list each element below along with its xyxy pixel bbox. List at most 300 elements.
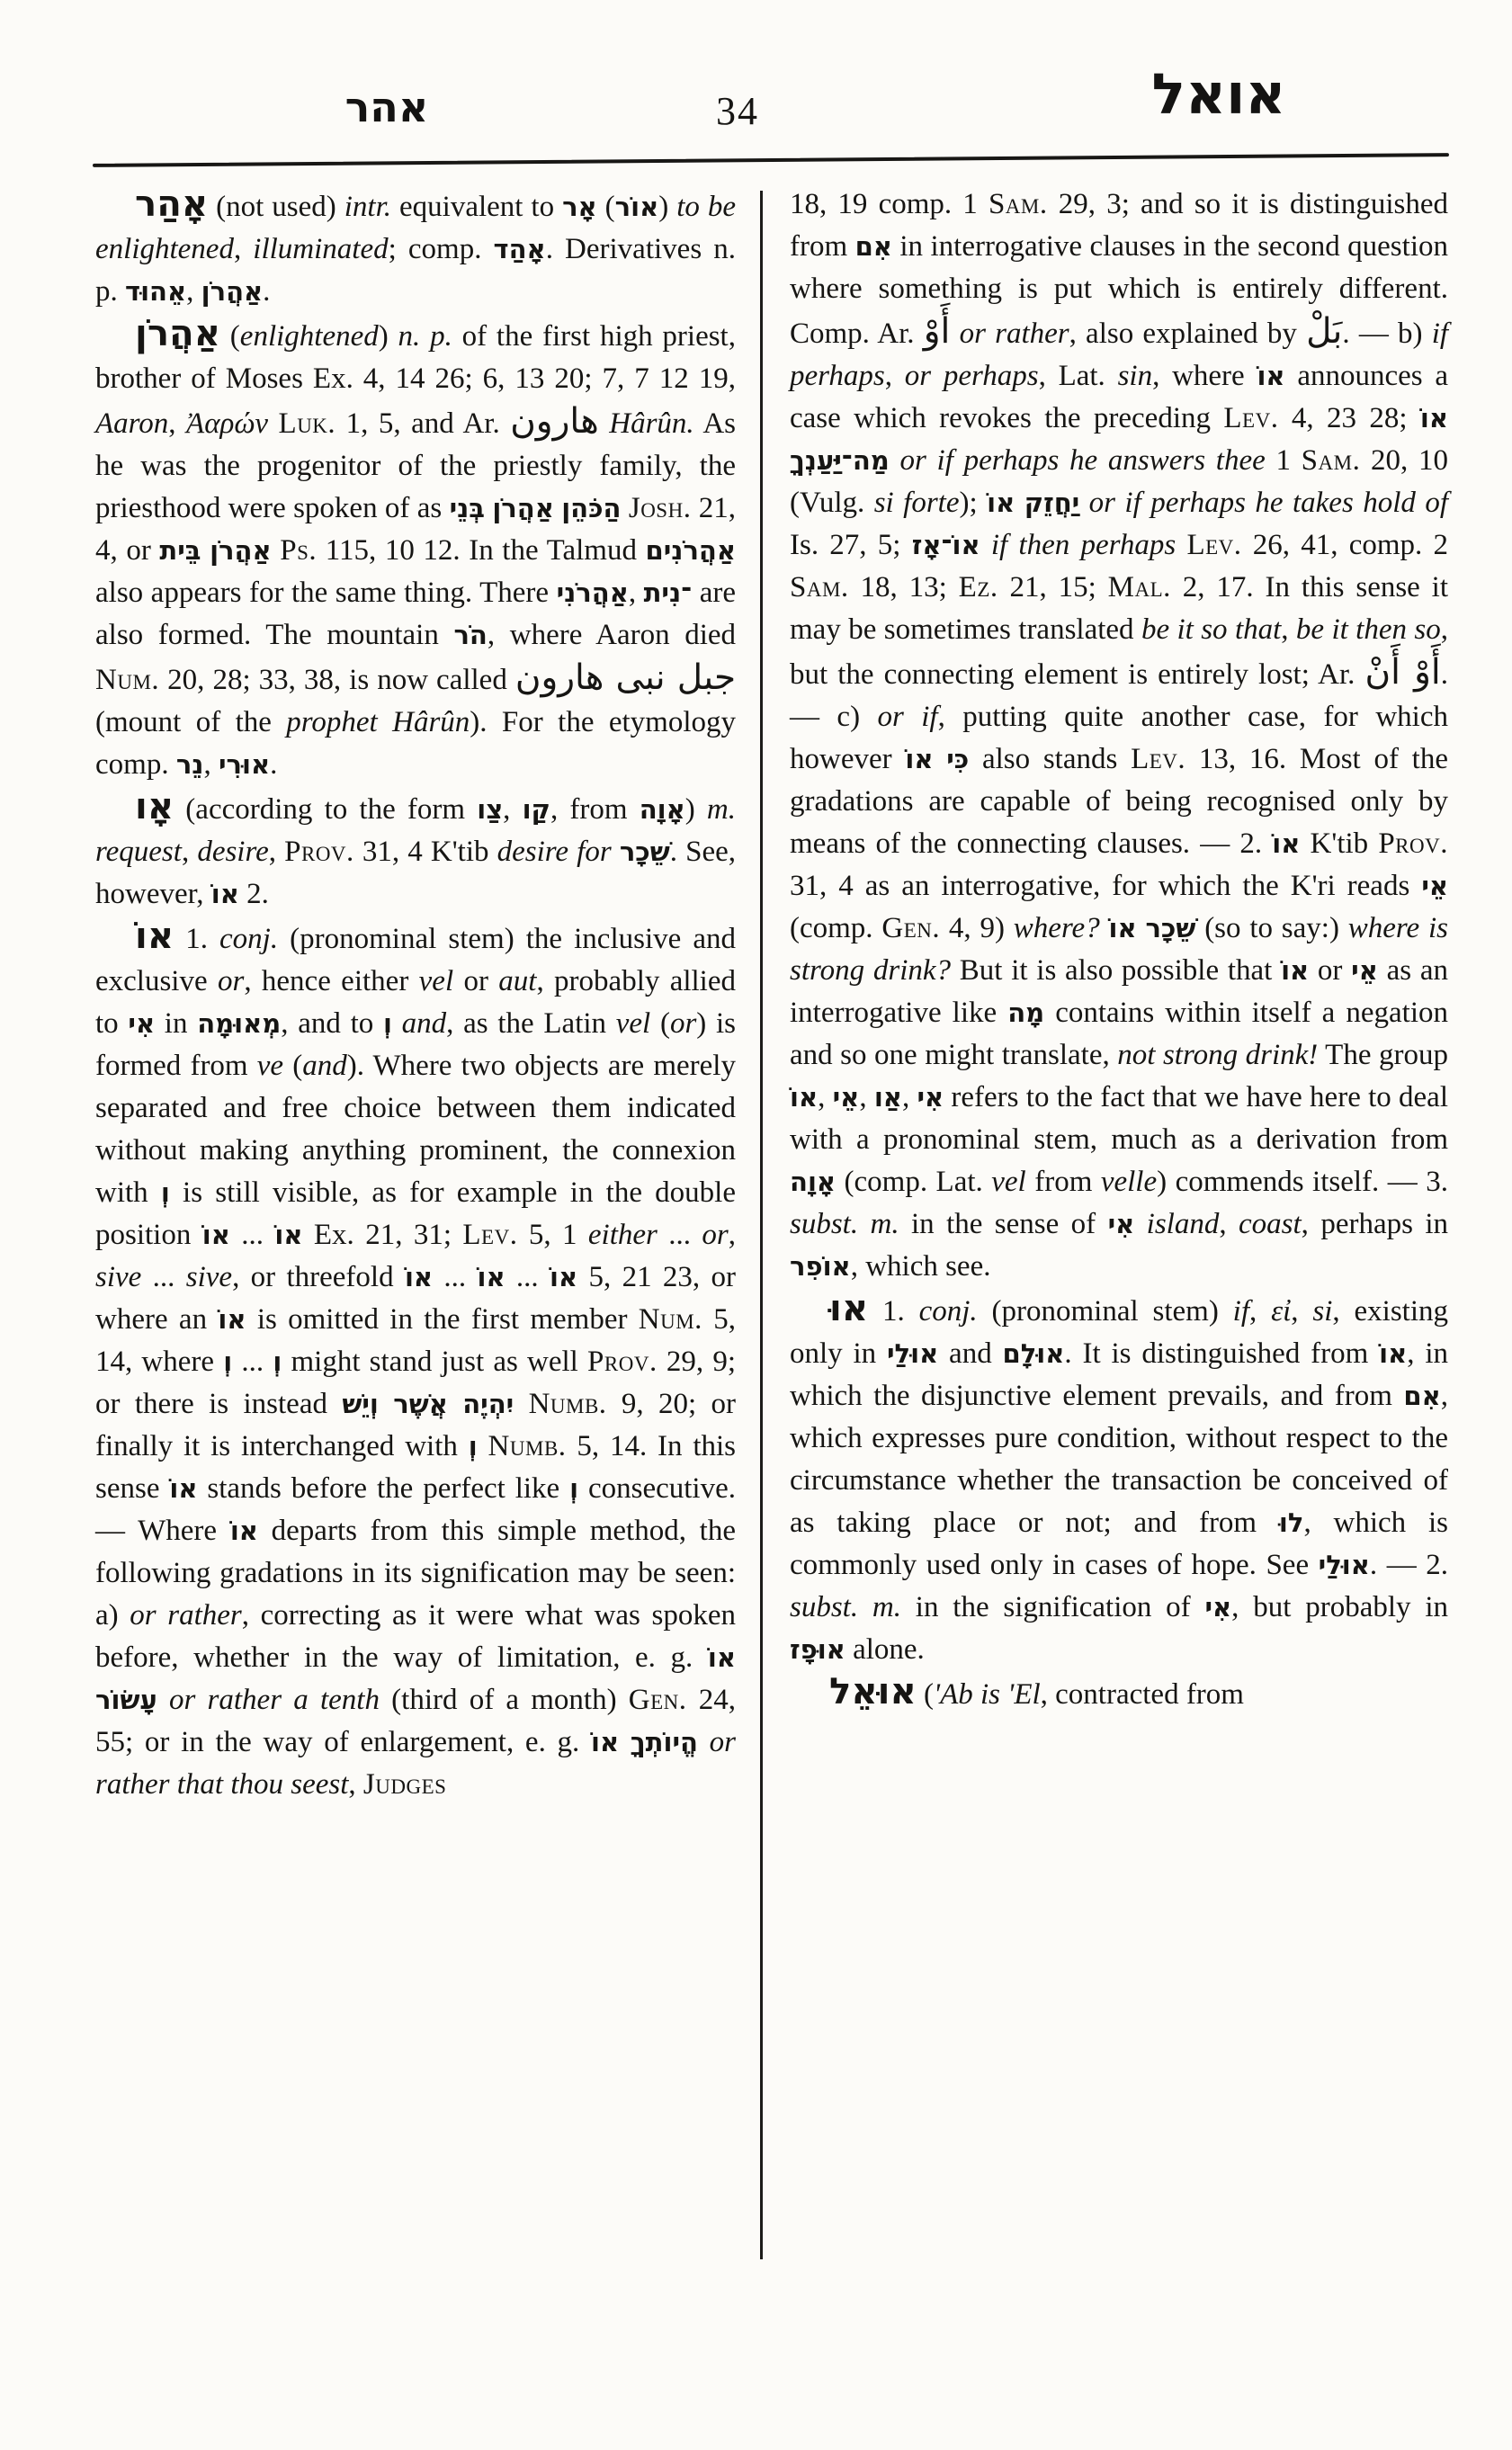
text-run: , contracted from: [1040, 1678, 1244, 1711]
text-run: ,: [181, 836, 198, 868]
hebrew-word: מְאוּמָה: [197, 1008, 282, 1039]
text-run: 1: [1265, 444, 1302, 477]
hebrew-word: אֲשֶׁר: [393, 1389, 448, 1419]
italic-text-run: conj.: [918, 1295, 978, 1328]
text-run: (so to say:): [1195, 912, 1348, 944]
hebrew-word: אֵי: [1421, 871, 1448, 901]
italic-text-run: si forte: [873, 487, 960, 519]
text-run: [201, 534, 210, 567]
text-run: [1176, 529, 1186, 561]
hebrew-word: מַה־יַּעַנְךָ: [790, 445, 890, 476]
text-run: [698, 1726, 710, 1758]
text-run: ,: [1291, 1295, 1313, 1328]
hebrew-word: אַו: [873, 1082, 902, 1113]
smallcaps-reference: Josh.: [628, 492, 692, 524]
right-column: [790, 183, 1448, 1716]
hebrew-word: אוֹ: [987, 487, 1015, 518]
italic-text-run: subst. m.: [790, 1208, 899, 1240]
hebrew-word: אוּלַי: [887, 1338, 939, 1369]
smallcaps-reference: Num.: [638, 1303, 702, 1336]
italic-text-run: or rather: [959, 317, 1069, 350]
dictionary-paragraph: [95, 786, 736, 916]
hebrew-word: אוּרִי: [218, 749, 271, 780]
text-run: [619, 1726, 631, 1758]
italic-text-run: Hârûn.: [609, 407, 694, 440]
arabic-phrase: أَوْ أَنْ: [1364, 652, 1441, 693]
hebrew-word: וְ: [569, 1473, 579, 1504]
hebrew-word: בֵּית: [159, 535, 201, 566]
text-run: , Lat.: [1038, 360, 1118, 392]
text-run: (: [916, 1678, 935, 1711]
hebrew-word: אָוָה: [639, 794, 685, 825]
text-run: ). For the etymology comp.: [95, 706, 736, 781]
smallcaps-reference: Prov.: [284, 836, 354, 868]
hebrew-word: אוּלַי: [1318, 1550, 1370, 1580]
text-run: , correcting as it were what was spoken before, whether in the way of limitation, e. g.: [95, 1599, 737, 1674]
italic-text-run: vel: [615, 1007, 651, 1040]
text-run: , from: [550, 793, 640, 826]
text-run: in the sense of: [899, 1208, 1108, 1240]
text-run: But it is also possible that: [951, 954, 1282, 987]
text-run: [890, 444, 900, 477]
italic-text-run: if: [1232, 1295, 1250, 1328]
smallcaps-reference: Sam.: [790, 571, 849, 604]
italic-text-run: desire for: [497, 836, 612, 868]
text-run: (according to the form: [174, 793, 478, 826]
text-run: , probably allied to: [95, 965, 737, 1040]
italic-text-run: subst. m.: [790, 1591, 901, 1623]
text-run: is still visible, as for example in the double position: [95, 1176, 736, 1251]
italic-text-run: or rather a tenth: [168, 1684, 380, 1716]
hebrew-word: אוֹ: [210, 879, 239, 909]
italic-text-run: not strong drink!: [1117, 1039, 1319, 1071]
text-run: (mount of the: [95, 706, 287, 738]
dictionary-paragraph: [790, 183, 1448, 1288]
smallcaps-reference: Lev.: [462, 1219, 518, 1251]
italic-text-run: or rather that thou seest: [95, 1726, 737, 1801]
text-run: [448, 1388, 462, 1420]
smallcaps-reference: Prov.: [1378, 827, 1448, 860]
italic-text-run: desire: [197, 836, 269, 868]
text-run: [1134, 1208, 1146, 1240]
hebrew-word: וְ: [223, 1346, 233, 1377]
text-run: ,: [186, 275, 201, 308]
text-run: (pronominal stem) the inclusive and exclusive: [95, 923, 736, 997]
italic-text-run: intr.: [344, 191, 392, 223]
text-run: , which see.: [850, 1250, 991, 1283]
hebrew-word: אוֹ: [707, 1642, 736, 1673]
hebrew-word: עָשׂוֹר: [95, 1685, 157, 1715]
text-run: (: [283, 1050, 303, 1082]
text-run: . — c): [790, 658, 1448, 733]
text-run: ,: [884, 360, 905, 392]
text-run: 1.: [868, 1295, 919, 1328]
text-run: ): [658, 191, 677, 223]
text-run: [514, 1388, 528, 1420]
text-run: 31, 4 K'tib: [353, 836, 497, 868]
hebrew-word: צַו: [477, 794, 504, 825]
text-run: As he was the progenitor of the priestly family, the priesthood were spoken of as: [95, 407, 737, 524]
text-run: K'tib: [1300, 827, 1379, 860]
hebrew-word: אוֹ: [201, 1220, 230, 1250]
hebrew-word: הֹר: [453, 620, 488, 650]
hebrew-word: אִי: [917, 1082, 944, 1113]
text-run: stands before the perfect like: [197, 1472, 570, 1505]
hebrew-word: ־נִית: [643, 577, 693, 608]
text-run: ...: [141, 1261, 186, 1293]
hebrew-word: אוֹ: [790, 1082, 819, 1113]
text-run: 21, 4, or: [95, 492, 737, 567]
text-run: of the first high priest, brother of Moses Ex. 4, 14 26; 6, 13 20; 7, 7 12 19,: [95, 320, 736, 395]
smallcaps-reference: Mal.: [1107, 571, 1171, 604]
text-run: The group: [1318, 1039, 1448, 1071]
text-run: are also formed. The mountain: [95, 577, 736, 651]
text-run: , existing only in: [790, 1295, 1449, 1370]
arabic-phrase: بَلْ: [1306, 311, 1343, 352]
text-run: ,: [233, 233, 254, 265]
hebrew-word: אֵי: [1351, 955, 1378, 986]
italic-text-run: or if: [877, 701, 938, 733]
hebrew-word: אָהַד: [493, 234, 546, 264]
hebrew-word: אוֹ: [1272, 828, 1301, 859]
text-run: , but probably in: [1231, 1591, 1448, 1623]
hebrew-word: אוֹ: [905, 744, 934, 774]
text-run: from: [1025, 1166, 1101, 1198]
italic-text-run: 'Ab is 'El: [934, 1678, 1041, 1711]
text-run: [980, 529, 991, 561]
hebrew-headword: אָו: [135, 786, 174, 827]
text-run: [622, 492, 629, 524]
hebrew-word: אַהֲרֹן: [201, 276, 264, 307]
text-run: alone.: [845, 1633, 925, 1666]
arabic-phrase: هارون: [510, 401, 599, 442]
text-run: ,: [859, 1081, 874, 1113]
text-run: 4, 23 28;: [1278, 402, 1420, 434]
arabic-phrase: جبل نبى هارون: [514, 657, 737, 698]
text-run: 21, 15;: [998, 571, 1108, 604]
italic-text-run: sin: [1117, 360, 1153, 392]
text-run: [1137, 912, 1146, 944]
hebrew-word: וְ: [468, 1431, 478, 1462]
italic-text-run: be it then so: [1295, 613, 1441, 646]
text-run: contains within itself a negation and so one might translate,: [790, 997, 1449, 1071]
text-run: and: [938, 1337, 1003, 1370]
text-run: also appears for the same thing. There: [95, 577, 557, 609]
hebrew-word: אֵי: [832, 1082, 860, 1113]
hebrew-word: אַהֲרֹנִים: [645, 535, 737, 566]
text-run: 18, 13;: [848, 571, 959, 604]
text-run: [392, 1007, 402, 1040]
header-catchword-left: אהר: [344, 83, 429, 131]
text-run: [933, 743, 946, 775]
hebrew-word: אוֹ: [1108, 913, 1137, 943]
italic-text-run: m. request: [95, 793, 737, 868]
text-run: [157, 1684, 169, 1716]
text-run: . See, however,: [95, 836, 737, 910]
text-run: (: [650, 1007, 670, 1040]
text-run: (: [596, 191, 615, 223]
text-run: ,: [268, 836, 285, 868]
text-run: ,: [628, 577, 644, 609]
hebrew-word: שֵׁכָר: [1145, 913, 1196, 943]
hebrew-headword: אַהֲרֹן: [135, 313, 221, 354]
text-run: [379, 1388, 393, 1420]
hebrew-word: אוֹר: [614, 192, 659, 222]
hebrew-word: אַהֲרֹן: [210, 535, 272, 566]
smallcaps-reference: Sam.: [1301, 444, 1361, 477]
italic-text-run: where?: [1013, 912, 1100, 944]
hebrew-word: אוֹ: [169, 1473, 198, 1504]
hebrew-word: אוֹ: [477, 1262, 505, 1292]
text-run: ,: [503, 793, 523, 826]
hebrew-word: אֵהוּד: [125, 276, 187, 307]
text-run: as an interrogative like: [790, 954, 1448, 1029]
text-run: 9, 20; or finally it is interchanged with: [95, 1388, 737, 1462]
text-run: 5, 14. In this sense: [95, 1430, 737, 1505]
text-run: (not used): [208, 191, 344, 223]
smallcaps-reference: Num.: [95, 664, 160, 696]
text-run: . — b): [1342, 317, 1432, 350]
dictionary-paragraph: [95, 313, 736, 786]
text-run: announces a case which revokes the preceding: [790, 360, 1448, 434]
text-run: ,: [1249, 1295, 1272, 1328]
column-divider: [760, 191, 763, 2259]
smallcaps-reference: Gen.: [881, 912, 941, 944]
italic-text-run: or: [669, 1007, 697, 1040]
text-run: [612, 836, 620, 868]
text-run: in: [155, 1007, 198, 1040]
hebrew-word: אָוָה: [790, 1167, 837, 1197]
text-run: ,: [203, 748, 219, 781]
italic-text-run: coast: [1239, 1208, 1302, 1240]
hebrew-word: נֵר: [175, 749, 204, 780]
text-run: . — 2.: [1369, 1549, 1449, 1581]
hebrew-word: אוֹ: [274, 1220, 303, 1250]
dictionary-paragraph: [790, 1671, 1448, 1716]
hebrew-word: אַהֲרֹן: [492, 493, 554, 523]
italic-text-run: or if perhaps he answers thee: [899, 444, 1266, 477]
hebrew-word: הֱיוֹתְךָ: [630, 1727, 698, 1757]
text-run: 18, 19 comp. 1: [790, 188, 989, 220]
hebrew-word: אוֹ־אָז: [911, 530, 980, 560]
text-run: ): [378, 320, 398, 353]
dictionary-paragraph: [790, 1288, 1448, 1671]
text-run: ). Where two objects are merely separated and free choice between them indicated without making anything prominent, the connexion with: [95, 1050, 736, 1209]
italic-text-run: si: [1312, 1295, 1333, 1328]
hebrew-word: קַו: [522, 794, 550, 825]
text-run: consecutive. — Where: [95, 1472, 736, 1547]
text-run: , perhaps in: [1301, 1208, 1449, 1240]
text-run: [1079, 487, 1088, 519]
text-run: ...: [232, 1346, 273, 1378]
text-run: ): [684, 793, 707, 826]
dictionary-paragraph: [95, 183, 736, 313]
text-run: 5, 14, where: [95, 1303, 736, 1378]
italic-text-run: n. p.: [398, 320, 452, 353]
text-run: );: [959, 487, 988, 519]
text-run: (third of a month): [379, 1684, 629, 1716]
italic-text-run: be it so that: [1141, 613, 1282, 646]
hebrew-word: יִהְיֶה: [462, 1389, 514, 1419]
text-run: 2.: [238, 878, 269, 910]
text-run: ,: [168, 407, 187, 440]
text-run: , which is commonly used only in cases of hope. See: [790, 1507, 1448, 1581]
hebrew-headword: אוֹ: [135, 916, 174, 957]
hebrew-word: אִי: [128, 1008, 156, 1039]
smallcaps-reference: Numb.: [528, 1388, 607, 1420]
italic-text-run: to be enlightened: [95, 191, 737, 265]
text-run: , as the Latin: [446, 1007, 616, 1040]
italic-text-run: sive: [95, 1261, 142, 1293]
italic-text-run: vel: [418, 965, 454, 997]
italic-text-run: or: [217, 965, 245, 997]
text-run: ) is formed from: [95, 1007, 736, 1082]
text-run: refers to the fact that we have here to deal with a pronominal stem, much as a derivation from: [790, 1081, 1448, 1156]
hebrew-word: אַהֲרֹנִי: [556, 577, 629, 608]
text-run: ; comp.: [388, 233, 494, 265]
text-run: 5, 1: [517, 1219, 588, 1251]
text-run: 20, 10 (Vulg.: [790, 444, 1449, 519]
text-run: , also explained by: [1069, 317, 1307, 350]
text-run: [1100, 912, 1109, 944]
text-run: [478, 1430, 488, 1462]
hebrew-word: אוֹ: [218, 1304, 246, 1335]
italic-text-run: sive: [185, 1261, 233, 1293]
text-run: [599, 407, 610, 440]
text-run: is omitted in the first member: [246, 1303, 639, 1336]
italic-text-run: or: [702, 1219, 729, 1251]
text-run: equivalent to: [391, 191, 563, 223]
smallcaps-reference: Sam.: [988, 188, 1048, 220]
text-run: , in which the disjunctive element prevails, and from: [790, 1337, 1448, 1412]
hebrew-word: כִּי: [946, 744, 970, 774]
text-run: , but the connecting element is entirely lost; Ar.: [790, 613, 1448, 691]
header-catchword-right: אואל: [1151, 61, 1286, 127]
text-run: . Derivatives n. p.: [95, 233, 736, 308]
italic-text-run: or if perhaps he takes hold of: [1088, 487, 1449, 519]
text-run: [1015, 487, 1024, 519]
hebrew-word: הַכֹּהֵן: [561, 493, 622, 523]
hebrew-word: שֵׁכָר: [619, 836, 670, 867]
text-run: Is. 27, 5;: [790, 529, 912, 561]
text-run: 5, 21 23, or where an: [95, 1261, 736, 1336]
arabic-phrase: أَوْ: [923, 311, 951, 352]
smallcaps-reference: Lev.: [1131, 743, 1186, 775]
hebrew-word: אוֹ: [1379, 1338, 1408, 1369]
text-run: [950, 317, 959, 350]
text-run: ...: [657, 1219, 702, 1251]
hebrew-word: אִם: [854, 231, 892, 262]
text-run: , where Aaron died: [487, 619, 737, 651]
text-run: .: [270, 748, 278, 781]
text-run: , where: [1152, 360, 1257, 392]
text-run: [272, 534, 281, 567]
text-run: or: [453, 965, 499, 997]
text-run: also stands: [969, 743, 1132, 775]
hebrew-word: אִי: [1204, 1592, 1232, 1623]
text-run: 115, 10 12. In the Talmud: [317, 534, 646, 567]
text-run: 26, 41, comp. 2: [1241, 529, 1449, 561]
text-run: 1, 5, and Ar.: [336, 407, 511, 440]
text-run: 20, 28; 33, 38, is now called: [159, 664, 515, 696]
italic-text-run: and: [401, 1007, 447, 1040]
smallcaps-reference: Prov.: [587, 1346, 658, 1378]
text-run: 31, 4 as an interrogative, for which the K'ri reads: [790, 870, 1422, 902]
hebrew-word: יַחֲזֵק: [1024, 487, 1080, 518]
text-run: departs from this simple method, the following gradations in its signification may be seen: a): [95, 1515, 736, 1632]
hebrew-headword: אוּאֵל: [829, 1671, 917, 1712]
hebrew-word: מָה: [1007, 997, 1045, 1028]
italic-text-run: aut: [498, 965, 537, 997]
hebrew-word: אוֹ: [550, 1262, 578, 1292]
italic-text-run: if then perhaps: [990, 529, 1176, 561]
text-run: ,: [348, 1768, 363, 1801]
greek-word: εἰ: [1271, 1295, 1292, 1328]
hebrew-word: אוֹ: [1419, 403, 1448, 434]
smallcaps-reference: Ps.: [280, 534, 318, 567]
italic-text-run: island: [1146, 1208, 1220, 1240]
text-run: [554, 492, 561, 524]
left-column: [95, 183, 736, 1806]
hebrew-word: וְ: [160, 1177, 170, 1208]
text-run: 4, 9): [940, 912, 1014, 944]
smallcaps-reference: Luk.: [278, 407, 336, 440]
text-run: in interrogative clauses in the second question where something is put which is entirely different. Comp. Ar.: [790, 230, 1448, 350]
smallcaps-reference: Gen.: [628, 1684, 687, 1716]
text-run: ...: [433, 1261, 478, 1293]
greek-word: Ἀαρών: [186, 407, 269, 440]
italic-text-run: prophet Hârûn: [286, 706, 470, 738]
hebrew-word: בְּנֵי: [449, 493, 485, 523]
text-run: ,: [818, 1081, 833, 1113]
hebrew-word: אִי: [1107, 1209, 1135, 1239]
hebrew-word: אָר: [562, 192, 597, 222]
hebrew-word: אוֹ: [229, 1516, 258, 1546]
text-run: ,: [1219, 1208, 1239, 1240]
italic-text-run: velle: [1100, 1166, 1158, 1198]
hebrew-word: אוֹ: [404, 1262, 434, 1292]
text-run: .: [263, 275, 271, 308]
text-run: , putting quite another case, for which however: [790, 701, 1448, 775]
hebrew-headword: אָהַר: [135, 183, 209, 225]
text-run: 13, 16. Most of the gradations are capable of being recognised only by means of the connecting clauses. — 2.: [790, 743, 1448, 860]
italic-text-run: if perhaps: [790, 317, 1449, 392]
text-run: in the signification of: [901, 1591, 1205, 1623]
italic-text-run: vel: [991, 1166, 1026, 1198]
hebrew-word: אוּלָם: [1002, 1338, 1065, 1369]
dictionary-paragraph: [95, 916, 736, 1806]
italic-text-run: where is strong drink?: [790, 912, 1449, 987]
hebrew-word: וְ: [382, 1008, 392, 1039]
text-run: [268, 407, 279, 440]
italic-text-run: or rather: [130, 1599, 242, 1632]
hebrew-word: אִם: [1403, 1381, 1441, 1411]
text-run: might stand just as well: [282, 1346, 588, 1378]
hebrew-word: אוֹ: [1281, 955, 1310, 986]
italic-text-run: and: [302, 1050, 347, 1082]
header-rule: [93, 153, 1449, 167]
italic-text-run: conj.: [219, 923, 279, 955]
hebrew-word: אוֹ: [591, 1727, 620, 1757]
hebrew-headword: אוּ: [829, 1288, 869, 1329]
text-run: ) commends itself. — 3.: [1157, 1166, 1448, 1198]
hebrew-word: אוֹ: [1257, 361, 1285, 391]
italic-text-run: illuminated: [253, 233, 389, 265]
text-run: , or threefold: [232, 1261, 405, 1293]
text-run: or: [1309, 954, 1352, 987]
text-run: , hence either: [244, 965, 419, 997]
smallcaps-reference: Lev.: [1223, 402, 1279, 434]
